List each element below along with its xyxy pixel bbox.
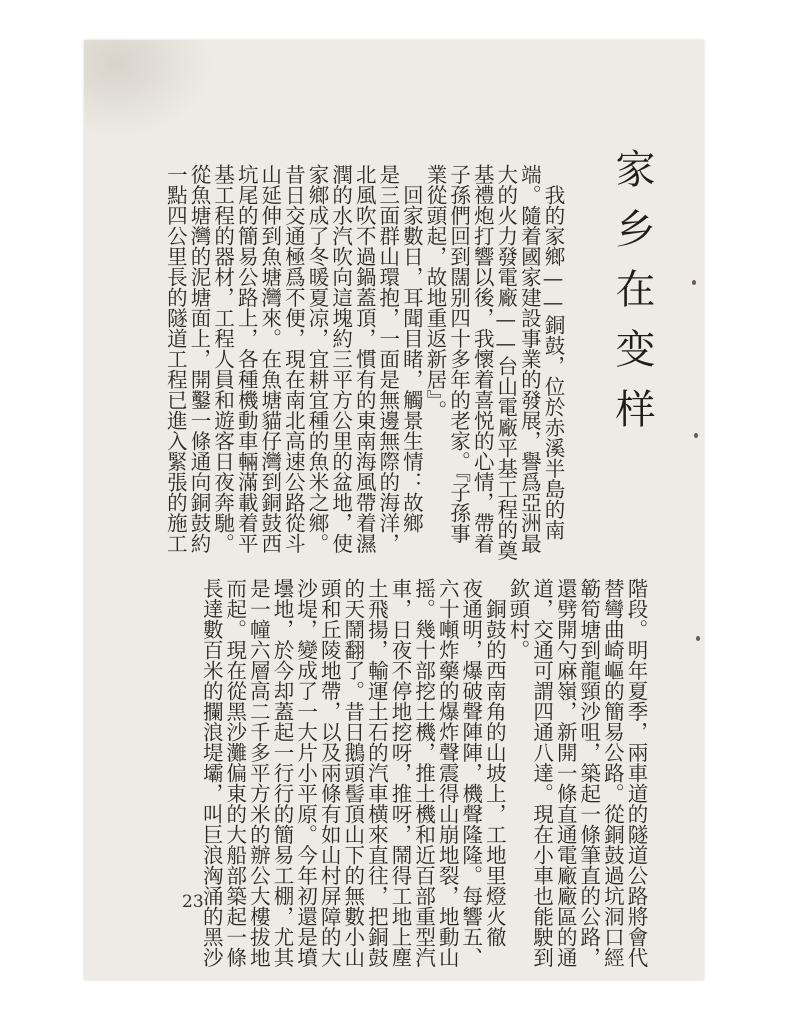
text-column: 沙堤，變成了一大片小平原。今年初還是墳 [293, 578, 318, 968]
text-column: 端。隨着國家建設事業的發展，譽爲亞洲最 [517, 164, 542, 554]
text-column: 土飛揚，輸運土石的汽車横來直往，把銅鼓 [364, 578, 389, 968]
text-column: 替彎曲崎嶇的簡易公路。從銅鼓過坑洞口經 [600, 578, 625, 968]
text-column: 北風吹不過鍋蓋頂，慣有的東南海風帶着濕 [352, 164, 377, 554]
text-column: 而起。現在從黑沙灘偏東的大船部築起一條 [222, 578, 247, 968]
text-column: 頭和丘陵地帶，以及兩條有如山村屏障的大 [317, 578, 342, 968]
text-column: 基工程的器材，工程人員和遊客日夜奔馳。 [210, 164, 235, 554]
text-column: 銅鼓的西南角的山坡上，工地里燈火徹 [482, 578, 507, 947]
text-column: 是三面群山環抱，一面是無邊無際的海洋， [375, 164, 400, 554]
text-column: 子孫們回到闊别四十多年的老家。『子孫事 [446, 164, 471, 544]
text-column: 從魚塘灣的泥塘面上，開鑿一條通向銅鼓約 [187, 164, 211, 554]
text-column: 我的家鄉——銅鼓，位於赤溪半島的南 [541, 164, 565, 540]
text-column: 階段。明年夏季，兩車道的隧道公路將會代 [624, 578, 648, 968]
ink-speck [694, 433, 698, 438]
paper-stain [84, 40, 214, 140]
text-column: 潤的水汽吹向這塊約三平方公里的盆地，使 [328, 164, 353, 554]
text-column: 大的火力發電廠——台山電廠平基工程的奠 [493, 164, 518, 561]
text-column: 長達數百米的攔浪堤壩，叫巨浪洶涌的黑沙 [199, 578, 224, 968]
text-column: 簕筍塘到龍頸沙咀，築起一條筆直的公路， [576, 578, 601, 968]
text-column: 山延伸到魚塘灣來。在魚塘貓仔灣到銅鼓西 [257, 164, 282, 554]
text-column: 壜地，於今却蓋起一行行的簡易工棚，尤其 [270, 578, 294, 968]
text-column: 業從頭起，故地重返新居』。 [423, 164, 447, 421]
text-column: 還劈開勺麻嶺，新開一條直通電廠廠區的通 [553, 578, 578, 968]
text-column: 車，日夜不停地挖呀，推呀，鬧得工地上塵 [388, 578, 412, 968]
text-column: 昔日交通極爲不便，現在南北高速公路從斗 [281, 164, 306, 554]
article-title: 家乡在变样 [609, 148, 655, 448]
text-column: 是一幢六層高二千多平方米的辦公大樓拔地 [246, 578, 271, 968]
text-column: 摇。幾十部挖土機，推土機和近百部重型汽 [411, 578, 436, 968]
ink-speck [692, 280, 696, 285]
text-column: 一點四公里長的隧道工程已進入緊張的施工 [163, 164, 188, 554]
ink-speck [696, 636, 700, 641]
text-column: 基禮炮打響以後，我懷着喜悦的心情，帶着 [470, 164, 495, 554]
text-column: 夜通明，爆破聲陣陣，機聲隆隆。每響五、 [458, 578, 483, 968]
text-column: 道，交通可謂四通八達。現在小車也能駛到 [529, 578, 554, 968]
text-column: 坑尾的簡易公路上，各種機動車輛滿載着平 [234, 164, 259, 554]
text-column: 六十噸炸藥的爆炸聲震得山崩地裂，地動山 [435, 578, 460, 968]
page-number: 23 [182, 892, 204, 912]
text-column: 家鄉成了冬暖夏凉，宜耕宜種的魚米之鄉。 [305, 164, 329, 554]
text-column: 欽頭村。 [506, 578, 530, 660]
text-column: 回家數日，耳聞目睹，觸景生情：故鄉 [399, 164, 424, 533]
book-page [84, 40, 704, 980]
text-column: 的天鬧翻了。昔日鵝頭髻頂山下的無數小山 [340, 578, 365, 968]
